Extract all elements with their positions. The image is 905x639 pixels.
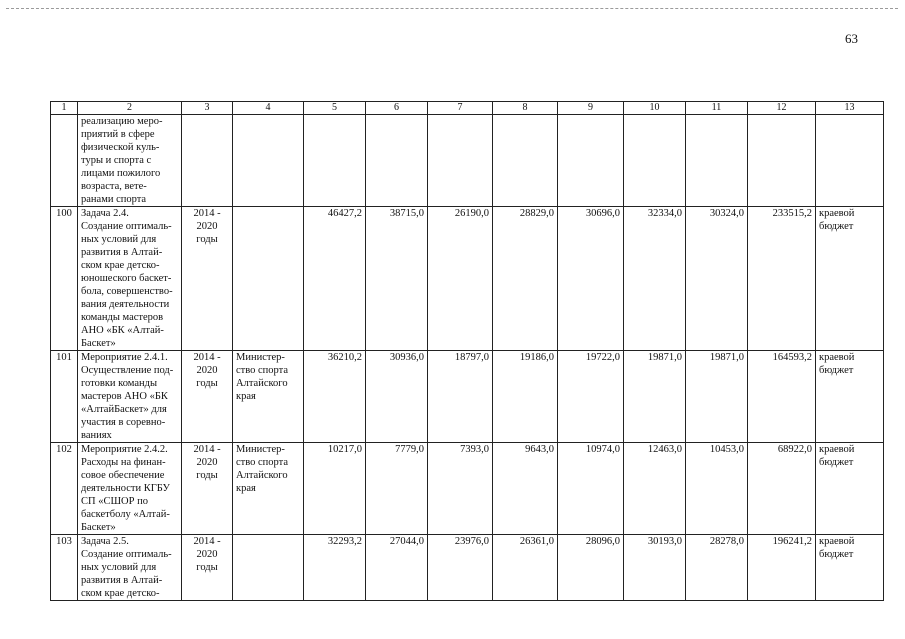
row-source [816,207,884,351]
value-cell: 19871,0 [624,351,686,443]
row-period [182,115,233,207]
column-header-8: 8 [493,102,558,115]
row-number: 101 [51,351,78,443]
value-cell [366,115,428,207]
value-cell: 38715,0 [366,207,428,351]
value-cell [686,115,748,207]
value-cell: 196241,2 [748,535,816,601]
value-cell: 36210,2 [304,351,366,443]
row-executor-line: ство спорта [236,365,289,376]
row-source-line: краевой [819,536,855,547]
value-cell: 19722,0 [558,351,624,443]
row-name [78,535,182,601]
value-cell [304,115,366,207]
row-executor-line: Министер- [236,352,285,363]
row-name-line: деятельности КГБУ [81,483,170,494]
row-executor-line: Алтайского [236,470,288,481]
column-header-12: 12 [748,102,816,115]
row-period [182,535,233,601]
value-cell: 26361,0 [493,535,558,601]
row-name-line: команды мастеров [81,312,164,323]
value-cell: 10453,0 [686,443,748,535]
row-period [182,351,233,443]
row-executor-line: края [236,391,256,402]
column-header-7: 7 [428,102,493,115]
column-header-9: 9 [558,102,624,115]
row-period-line: 2020 [196,457,218,468]
row-name-line: ных условий для [81,562,157,573]
header-row [51,102,884,115]
budget-table [50,101,884,601]
row-source-line: краевой [819,352,855,363]
row-name-line: Осуществление под- [81,365,174,376]
row-name-line: Мероприятие 2.4.2. [81,444,168,455]
row-source-line: краевой [819,208,855,219]
row-source-line: бюджет [819,365,854,376]
value-cell: 7393,0 [428,443,493,535]
row-period-line: 2014 - [193,352,221,363]
value-cell: 30936,0 [366,351,428,443]
value-cell: 68922,0 [748,443,816,535]
value-cell [493,115,558,207]
value-cell: 19186,0 [493,351,558,443]
row-name-line: АНО «БК «Алтай- [81,325,164,336]
row-name-line: ных условий для [81,234,157,245]
row-name-line: приятий в сфере [81,129,155,140]
row-name-line: ранами спорта [81,194,147,205]
value-cell [558,115,624,207]
row-period [182,443,233,535]
row-name-line: вания деятельности [81,299,170,310]
table-row [51,115,884,207]
row-period-line: годы [196,234,218,245]
row-period-line: годы [196,562,218,573]
row-period-line: 2014 - [193,536,221,547]
row-name-line: ском крае детско- [81,260,160,271]
row-number [51,115,78,207]
value-cell: 27044,0 [366,535,428,601]
row-source-line: бюджет [819,221,854,232]
value-cell: 12463,0 [624,443,686,535]
row-name-line: туры и спорта с [81,155,152,166]
row-name-line: Баскет» [81,522,116,533]
table-row [51,351,884,443]
row-period-line: 2020 [196,365,218,376]
row-name-line: ском крае детско- [81,588,160,599]
value-cell: 233515,2 [748,207,816,351]
row-number: 103 [51,535,78,601]
column-header-1: 1 [51,102,78,115]
row-name-line: возраста, вете- [81,181,147,192]
column-header-13: 13 [816,102,884,115]
row-name-line: реализацию меро- [81,116,163,127]
value-cell: 9643,0 [493,443,558,535]
row-period-line: 2014 - [193,208,221,219]
column-header-2: 2 [78,102,182,115]
row-name-line: Задача 2.5. [81,536,129,547]
column-header-6: 6 [366,102,428,115]
value-cell: 30696,0 [558,207,624,351]
row-name-line: бола, совершенство- [81,286,173,297]
value-cell: 28278,0 [686,535,748,601]
value-cell [428,115,493,207]
row-name-line: совое обеспечение [81,470,165,481]
value-cell: 32334,0 [624,207,686,351]
row-name [78,443,182,535]
row-period-line: 2014 - [193,444,221,455]
row-source [816,351,884,443]
row-executor [233,535,304,601]
row-executor [233,207,304,351]
top-scan-rule [6,8,898,9]
row-number: 102 [51,443,78,535]
row-name-line: юношеского баскет- [81,273,172,284]
column-header-3: 3 [182,102,233,115]
value-cell: 10217,0 [304,443,366,535]
row-name-line: СП «СШОР по [81,496,148,507]
value-cell: 164593,2 [748,351,816,443]
row-name-line: ваниях [81,430,112,441]
value-cell: 7779,0 [366,443,428,535]
row-source-line: бюджет [819,549,854,560]
row-executor-line: края [236,483,256,494]
value-cell: 28096,0 [558,535,624,601]
row-name-line: «АлтайБаскет» для [81,404,167,415]
table-row [51,535,884,601]
row-period [182,207,233,351]
row-name-line: развития в Алтай- [81,247,163,258]
row-number: 100 [51,207,78,351]
row-name-line: мастеров АНО «БК [81,391,168,402]
row-name-line: Мероприятие 2.4.1. [81,352,168,363]
row-executor [233,443,304,535]
row-executor-line: Алтайского [236,378,288,389]
row-executor [233,115,304,207]
table-row [51,207,884,351]
row-source [816,115,884,207]
column-header-11: 11 [686,102,748,115]
row-source [816,535,884,601]
row-executor [233,351,304,443]
row-name [78,207,182,351]
row-source-line: краевой [819,444,855,455]
value-cell: 30324,0 [686,207,748,351]
value-cell: 30193,0 [624,535,686,601]
row-source [816,443,884,535]
row-name-line: Задача 2.4. [81,208,129,219]
row-name-line: Расходы на финан- [81,457,166,468]
value-cell [624,115,686,207]
row-executor-line: ство спорта [236,457,289,468]
value-cell [748,115,816,207]
value-cell: 32293,2 [304,535,366,601]
value-cell: 19871,0 [686,351,748,443]
row-name-line: баскетболу «Алтай- [81,509,170,520]
row-name [78,115,182,207]
value-cell: 28829,0 [493,207,558,351]
row-name-line: Создание оптималь- [81,549,172,560]
row-name-line: лицами пожилого [81,168,161,179]
row-period-line: 2020 [196,549,218,560]
row-name-line: физической куль- [81,142,160,153]
column-header-5: 5 [304,102,366,115]
row-name-line: участия в соревно- [81,417,166,428]
table-row [51,443,884,535]
row-name-line: Создание оптималь- [81,221,172,232]
row-name-line: готовки команды [81,378,158,389]
value-cell: 23976,0 [428,535,493,601]
value-cell: 18797,0 [428,351,493,443]
row-period-line: годы [196,378,218,389]
value-cell: 10974,0 [558,443,624,535]
row-executor-line: Министер- [236,444,285,455]
row-name [78,351,182,443]
row-name-line: развития в Алтай- [81,575,163,586]
page-number: 63 [845,31,858,46]
column-header-10: 10 [624,102,686,115]
table-body [51,102,884,601]
row-period-line: 2020 [196,221,218,232]
column-header-4: 4 [233,102,304,115]
row-name-line: Баскет» [81,338,116,349]
value-cell: 46427,2 [304,207,366,351]
row-source-line: бюджет [819,457,854,468]
row-period-line: годы [196,470,218,481]
value-cell: 26190,0 [428,207,493,351]
